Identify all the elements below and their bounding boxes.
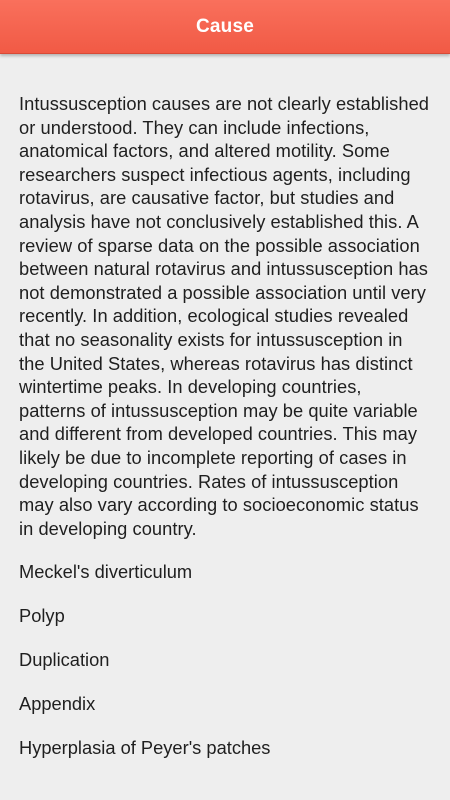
cause-list xyxy=(19,550,432,770)
cause-description: Intussusception causes are not clearly established or understood. They can include infections, anatomical factors, and altered motility. Some researchers suspect infectious agents, including rotavirus, are causative factor, but studies and analysis have not conclusively established this. A review of sparse data on the possible association between natural rotavirus and intussusception has not demonstrated a possible association until very recently. In addition, ecological studies revealed that no seasonality exists for intussusception in the United States, whereas rotavirus has distinct wintertime peaks. In developing countries, patterns of intussusception may be quite variable and different from developed countries. This may likely be due to incomplete reporting of cases in developing countries. Rates of intussusception may also vary according to socioeconomic status in developing country. xyxy=(19,93,429,539)
content-scroll-area[interactable] xyxy=(0,54,450,800)
list-item: Polyp xyxy=(19,605,65,627)
list-item: Appendix xyxy=(19,693,96,715)
list-item: Duplication xyxy=(19,649,110,671)
list-item: Meckel's diverticulum xyxy=(19,561,193,583)
page-title: Cause xyxy=(195,15,255,37)
list-item: Hyperplasia of Peyer's patches xyxy=(19,737,271,759)
app-bar xyxy=(0,0,450,54)
